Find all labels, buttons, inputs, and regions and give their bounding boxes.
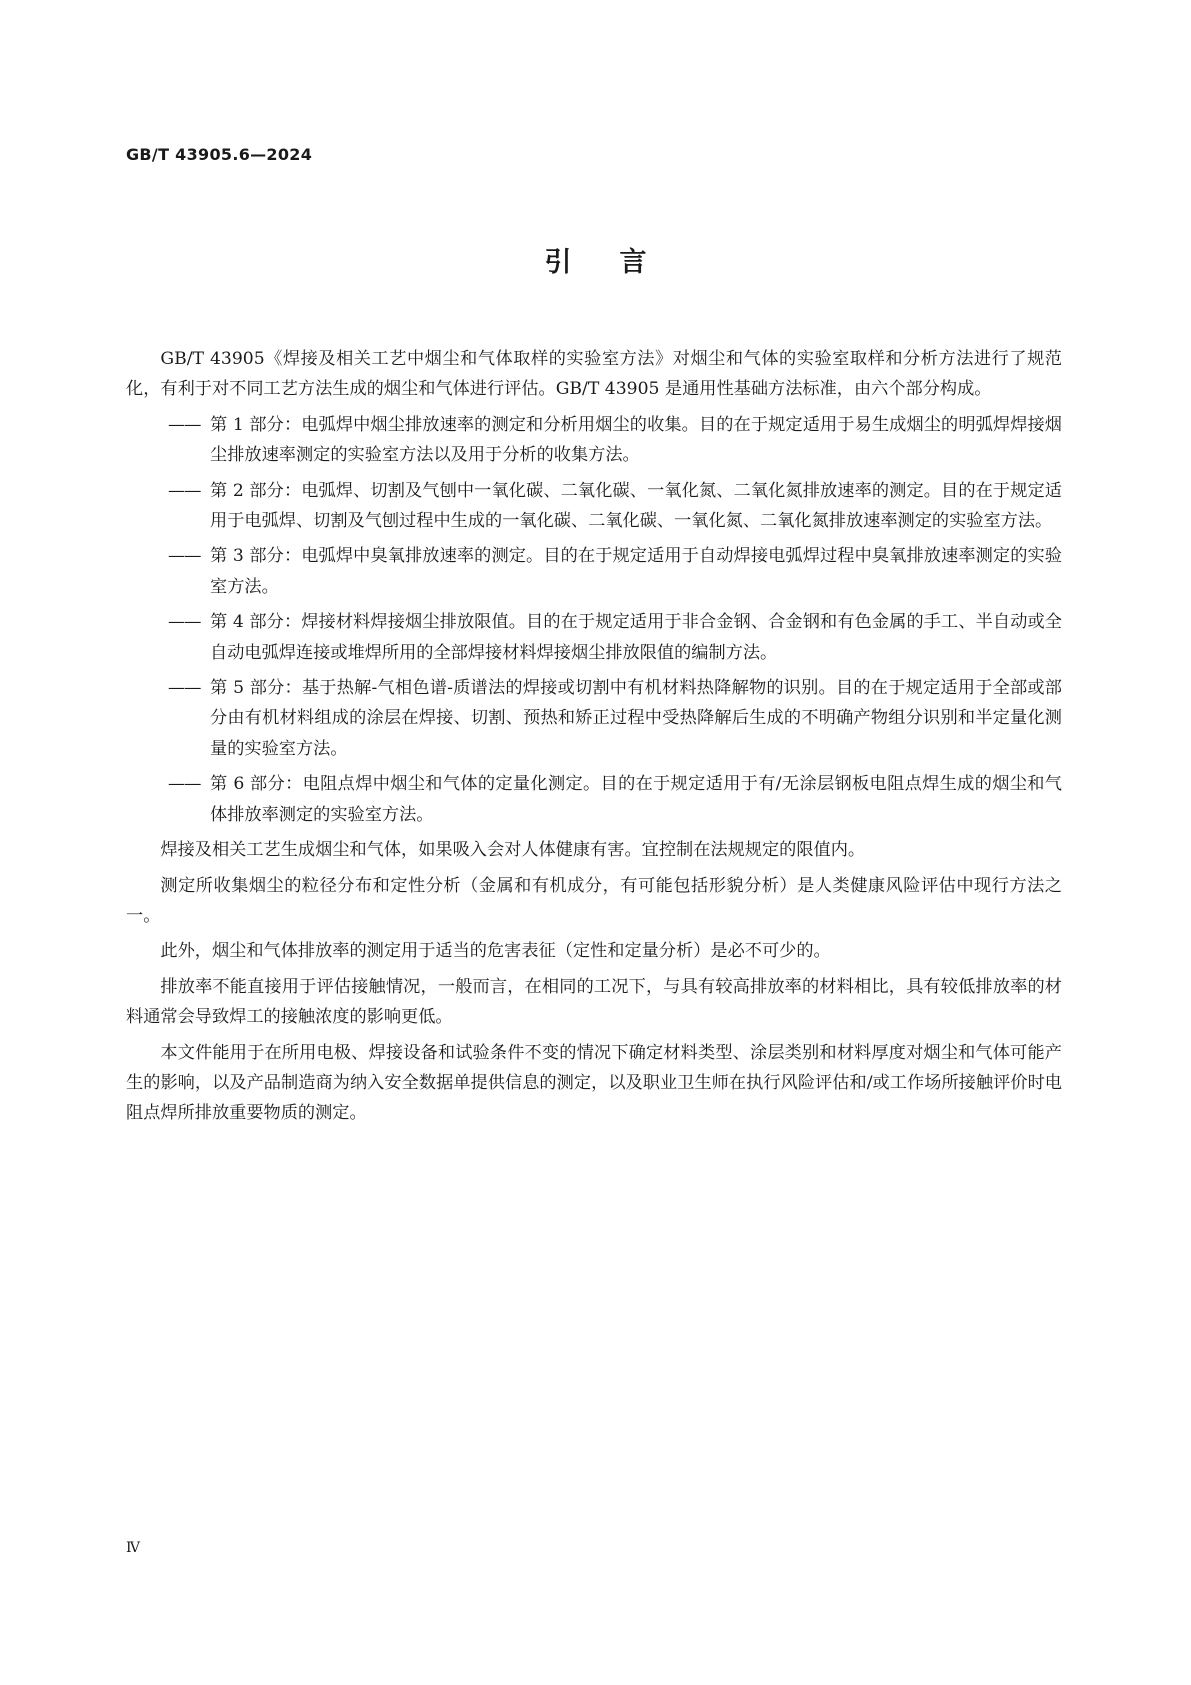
list-item-text: 第 4 部分：焊接材料焊接烟尘排放限值。目的在于规定适用于非合金钢、合金钢和有色金属的手工、半自动或全自动电弧焊连接或堆焊所用的全部焊接材料焊接烟尘排放限值的编制方法。 (210, 612, 1062, 663)
body-paragraph: 此外，烟尘和气体排放率的测定用于适当的危害表征（定性和定量分析）是必不可少的。 (160, 941, 831, 962)
body-paragraph: 测定所收集烟尘的粒径分布和定性分析（金属和有机成分，有可能包括形貌分析）是人类健康风险评估中现行方法之一。 (126, 875, 1062, 926)
list-dash: —— (168, 480, 201, 501)
list-item-text: 第 2 部分：电弧焊、切割及气刨中一氧化碳、二氧化碳、一氧化氮、二氧化氮排放速率的测定。目的在于规定适用于电弧焊、切割及气刨过程中生成的一氧化碳、二氧化碳、一氧化氮、二氧化氮排放速率测定的实验室方法。 (210, 480, 1062, 532)
list-item-text: 第 1 部分：电弧焊中烟尘排放速率的测定和分析用烟尘的收集。目的在于规定适用于易生成烟尘的明弧焊焊接烟尘排放速率测定的实验室方法以及用于分析的收集方法。 (210, 414, 1062, 466)
list-dash: —— (168, 678, 201, 699)
list-dash: —— (168, 774, 201, 795)
body-paragraph: 本文件能用于在所用电极、焊接设备和试验条件不变的情况下确定材料类型、涂层类别和材料厚度对烟尘和气体可能产生的影响，以及产品制造商为纳入安全数据单提供信息的测定，以及职业卫生师在执行风险评估和/或工作场所接触评价时电阻点焊所排放重要物质的测定。 (126, 1042, 1062, 1124)
page-number: Ⅳ (126, 1540, 140, 1556)
list-item (126, 673, 1062, 764)
document-body (126, 344, 1062, 1134)
list-item (126, 476, 1062, 537)
list-dash: —— (168, 612, 201, 633)
standard-code: GB/T 43905.6—2024 (126, 145, 313, 164)
parts-list (126, 410, 1062, 830)
list-item (126, 410, 1062, 471)
list-item (126, 769, 1062, 830)
list-item-text: 第 5 部分：基于热解-气相色谱-质谱法的焊接或切割中有机材料热降解物的识别。目的在于规定适用于全部或部分由有机材料组成的涂层在焊接、切割、预热和矫正过程中受热降解后生成的不明确产物组分识别和半定量化测量的实验室方法。 (210, 678, 1062, 759)
list-item-text: 第 6 部分：电阻点焊中烟尘和气体的定量化测定。目的在于规定适用于有/无涂层钢板电阻点焊生成的烟尘和气体排放率测定的实验室方法。 (210, 774, 1062, 825)
intro-paragraph: GB/T 43905《焊接及相关工艺中烟尘和气体取样的实验室方法》对烟尘和气体的实验室取样和分析方法进行了规范化，有利于对不同工艺方法生成的烟尘和气体进行评估。GB/T 43905 是通用性基础方法标准，由六个部分构成。 (126, 349, 1062, 400)
body-paragraph: 焊接及相关工艺生成烟尘和气体，如果吸入会对人体健康有害。宜控制在法规规定的限值内。 (160, 840, 866, 861)
page-title: 引言 (544, 247, 695, 278)
list-dash: —— (168, 414, 201, 435)
list-item (126, 541, 1062, 602)
list-item-text: 第 3 部分：电弧焊中臭氧排放速率的测定。目的在于规定适用于自动焊接电弧焊过程中臭氧排放速率测定的实验室方法。 (210, 546, 1062, 597)
list-item (126, 607, 1062, 668)
list-dash: —— (168, 546, 201, 567)
body-paragraph: 排放率不能直接用于评估接触情况，一般而言，在相同的工况下，与具有较高排放率的材料相比，具有较低排放率的材料通常会导致焊工的接触浓度的影响更低。 (126, 976, 1062, 1028)
